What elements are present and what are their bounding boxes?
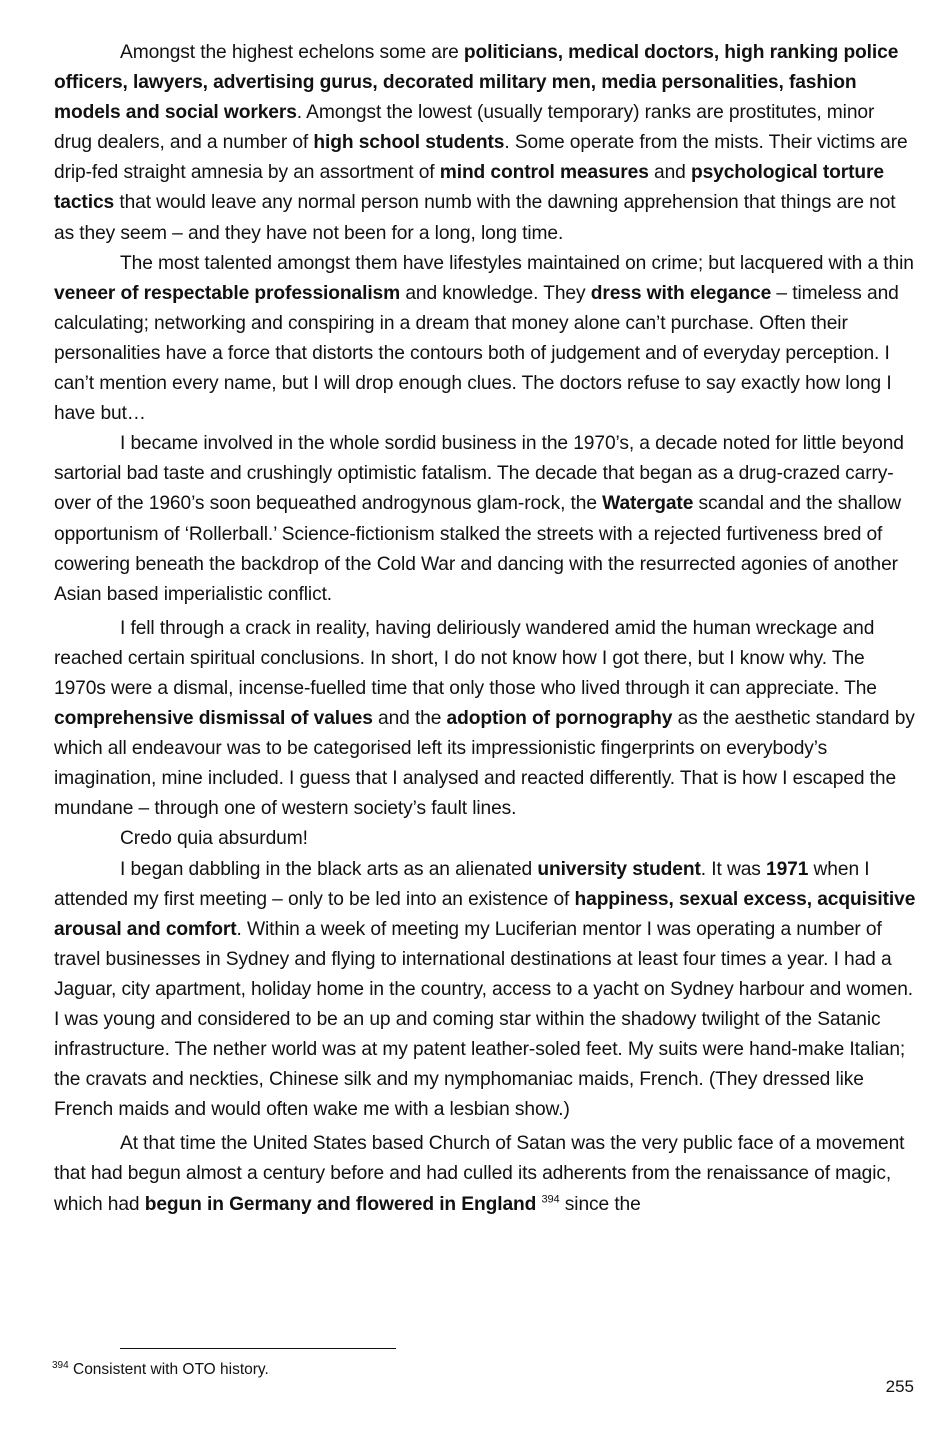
text-run: since the bbox=[559, 1193, 641, 1215]
paragraph bbox=[54, 38, 916, 249]
footnote-reference: 394 bbox=[541, 1193, 560, 1206]
bold-text: politicians, medical doctors, high ranking police officers, lawyers, advertising gurus, decorated military men, media personalities, fashion models and social workers bbox=[54, 42, 899, 124]
text-run: Credo quia absurdum! bbox=[120, 828, 308, 850]
bold-text: 1971 bbox=[766, 858, 809, 880]
paragraph bbox=[54, 249, 916, 430]
footnote-marker: 394 bbox=[52, 1359, 69, 1371]
text-run: – timeless and calculating; networking and conspiring in a dream that money alone can’t purchase. Often their personalities have a force that distorts the contours both of judgement and of everyday perception. I can’t mention every name, but I will drop enough clues. The doctors refuse to say exactly how long I have but… bbox=[54, 282, 899, 425]
bold-text: happiness, sexual excess, acquisitive arousal and comfort bbox=[54, 888, 916, 940]
footnote bbox=[52, 1360, 269, 1380]
bold-text: comprehensive dismissal of values bbox=[54, 708, 373, 730]
text-run: as the aesthetic standard by which all endeavour was to be categorised left its impressionistic fingerprints on everybody’s imagination, mine included. I guess that I analysed and reacted differently. That is how I escaped the mundane – through one of western society’s fault lines. bbox=[54, 708, 915, 820]
text-run: that would leave any normal person numb with the dawning apprehension that things are not as they seem – and they have not been for a long, long time. bbox=[54, 192, 896, 244]
text-run: . Amongst the lowest (usually temporary) ranks are prostitutes, minor drug dealers, and a number of bbox=[54, 102, 875, 154]
text-run: I began dabbling in the black arts as an alienated bbox=[120, 858, 538, 880]
bold-text: dress with elegance bbox=[590, 282, 772, 304]
text-run: The most talented amongst them have lifestyles maintained on crime; but lacquered with a thin bbox=[120, 252, 914, 274]
text-run: I fell through a crack in reality, having deliriously wandered amid the human wreckage and reached certain spiritual conclusions. In short, I do not know how I got there, but I know why. The 1970s were a dismal, incense-fuelled time that only those who lived through it can appreciate. The bbox=[54, 617, 877, 699]
text-run: . It was bbox=[700, 858, 767, 880]
footnote-separator bbox=[120, 1348, 396, 1349]
bold-text: university student bbox=[537, 858, 701, 880]
bold-text: mind control measures bbox=[439, 162, 649, 184]
bold-text: begun in Germany and flowered in England bbox=[144, 1193, 537, 1215]
text-run: when I attended my first meeting – only to be led into an existence of bbox=[54, 858, 870, 910]
text-run: and knowledge. They bbox=[400, 282, 591, 304]
bold-text: Watergate bbox=[602, 493, 694, 515]
text-run: At that time the United States based Church of Satan was the very public face of a movement that had begun almost a century before and had culled its adherents from the renaissance of magic, which had bbox=[54, 1133, 905, 1215]
bold-text: adoption of pornography bbox=[446, 708, 673, 730]
paragraph bbox=[54, 824, 916, 854]
paragraph bbox=[54, 614, 916, 825]
paragraph bbox=[54, 1129, 916, 1219]
bold-text: veneer of respectable professionalism bbox=[54, 282, 401, 304]
text-run: I became involved in the whole sordid business in the 1970’s, a decade noted for little beyond sartorial bad taste and crushingly optimistic fatalism. The decade that began as a drug-crazed carry-over of the 1960’s soon bequeathed androgynous glam-rock, the bbox=[54, 433, 904, 515]
paragraph bbox=[54, 429, 916, 610]
footnote-text: Consistent with OTO history. bbox=[68, 1361, 269, 1378]
bold-text: psychological torture tactics bbox=[54, 162, 884, 214]
paragraph bbox=[54, 855, 916, 1126]
text-run: . Some operate from the mists. Their victims are drip-fed straight amnesia by an assortment of bbox=[54, 132, 908, 184]
text-run: . Within a week of meeting my Luciferian mentor I was operating a number of travel businesses in Sydney and flying to international destinations at least four times a year. I had a Jaguar, city apartment, holiday home in the country, access to a yacht on Sydney harbour and women. I was young and considered to be an up and coming star within the shadowy twilight of the Satanic infrastructure. The nether world was at my patent leather-soled feet. My suits were hand-make Italian; the cravats and neckties, Chinese silk and my nymphomaniac maids, French. (They dressed like French maids and would often wake me with a lesbian show.) bbox=[54, 918, 913, 1121]
body-text bbox=[54, 38, 916, 1220]
page-number: 255 bbox=[885, 1377, 914, 1396]
bold-text: high school students bbox=[313, 132, 505, 154]
text-run: and the bbox=[372, 708, 447, 730]
text-run: and bbox=[648, 162, 691, 184]
text-run: scandal and the shallow opportunism of ‘Rollerball.’ Science-fictionism stalked the streets with a rejected furtiveness bred of cowering beneath the backdrop of the Cold War and dancing with the resurrected agonies of another Asian based imperialistic conflict. bbox=[54, 493, 902, 605]
text-run: Amongst the highest echelons some are bbox=[120, 42, 464, 63]
